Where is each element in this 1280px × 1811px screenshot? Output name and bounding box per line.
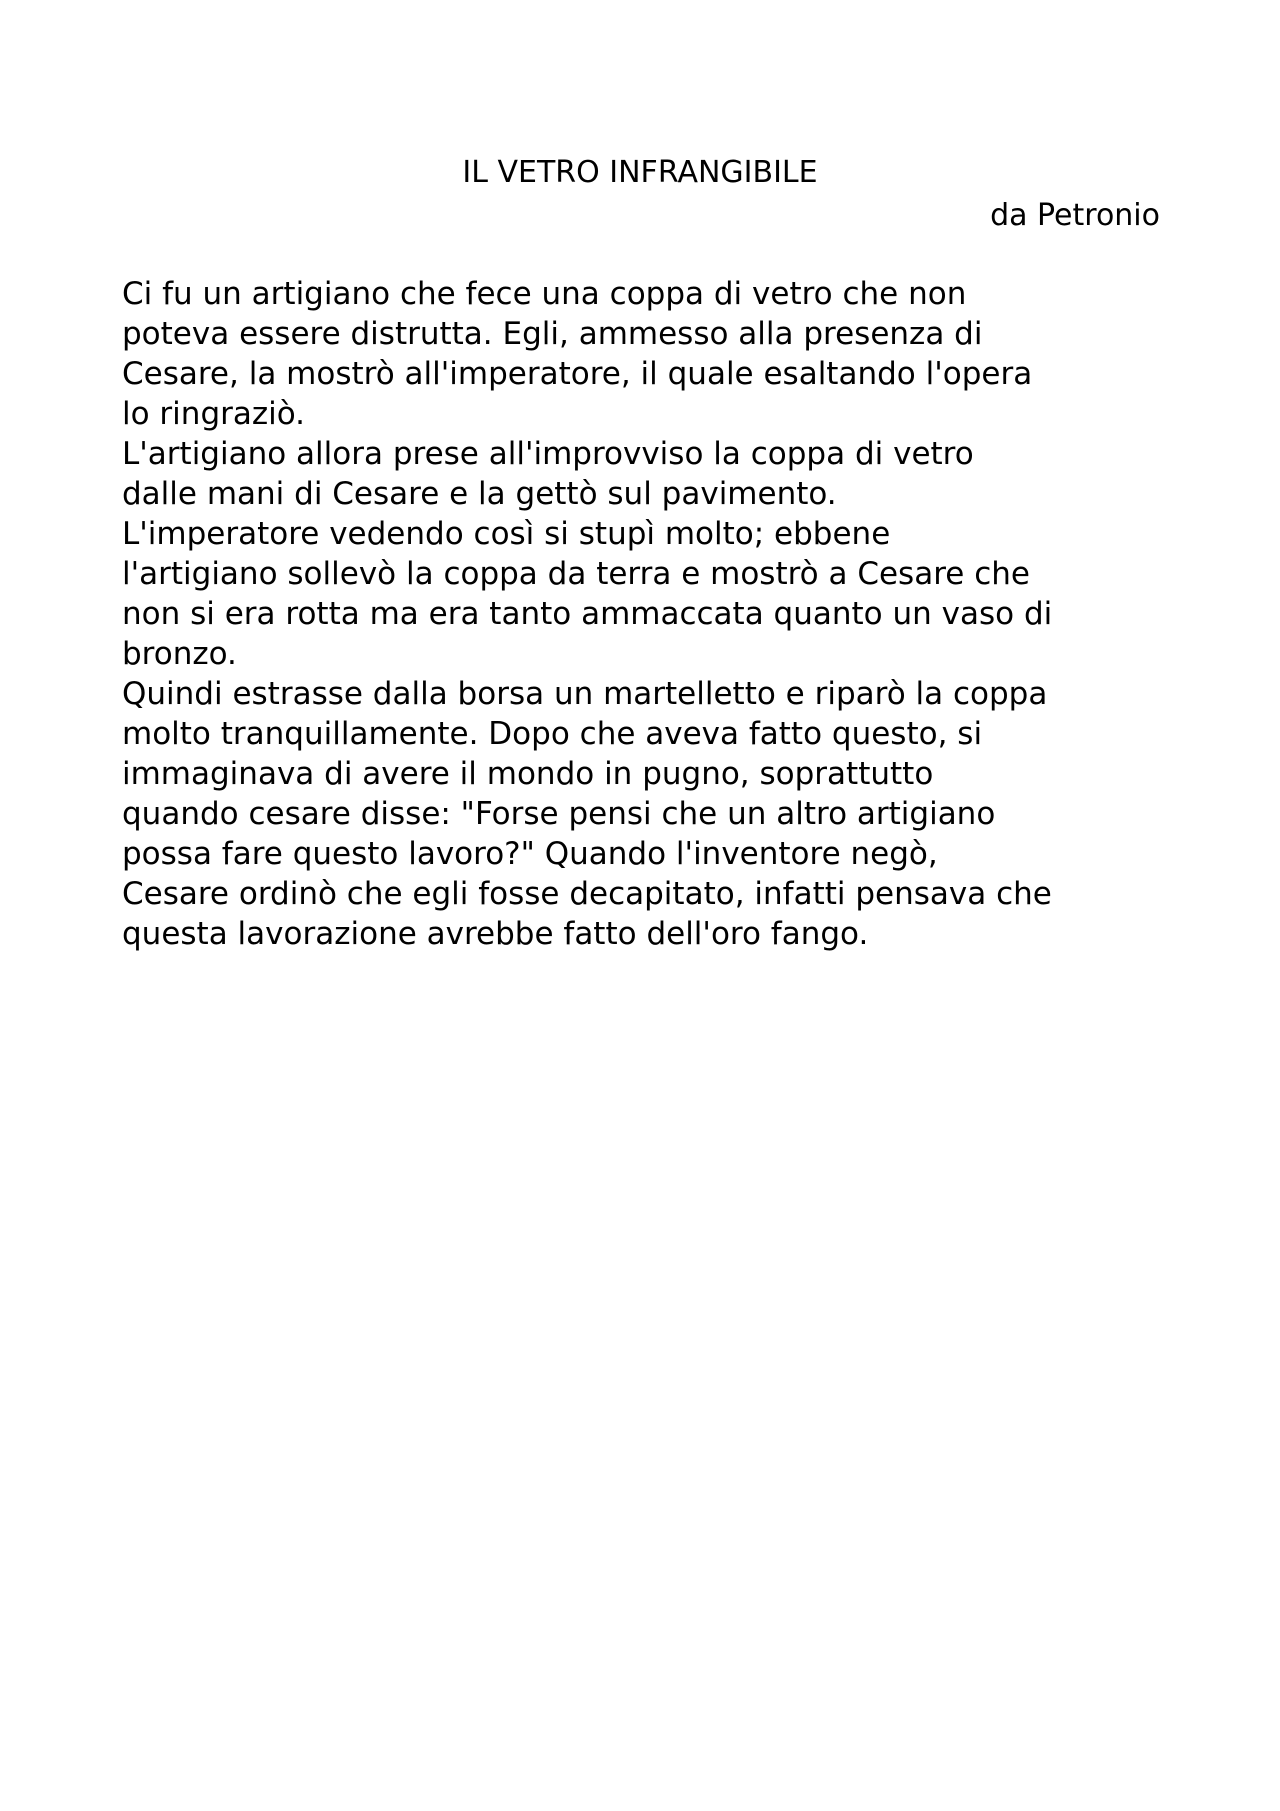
body-line: Quindi estrasse dalla borsa un martelletto e riparò la coppa: [122, 676, 1048, 712]
body-line: bronzo.: [122, 636, 237, 672]
document-author: da Petronio: [990, 198, 1160, 233]
body-line: Cesare ordinò che egli fosse decapitato, infatti pensava che: [122, 876, 1052, 912]
body-line: Ci fu un artigiano che fece una coppa di vetro che non: [122, 276, 967, 312]
body-line: immaginava di avere il mondo in pugno, soprattutto: [122, 756, 934, 792]
body-line: L'artigiano allora prese all'improvviso la coppa di vetro: [122, 436, 974, 472]
body-line: l'artigiano sollevò la coppa da terra e mostrò a Cesare che: [122, 556, 1030, 592]
document-title: IL VETRO INFRANGIBILE: [462, 155, 818, 190]
body-line: non si era rotta ma era tanto ammaccata quanto un vaso di: [122, 596, 1053, 632]
body-line: poteva essere distrutta. Egli, ammesso alla presenza di: [122, 316, 983, 352]
body-line: molto tranquillamente. Dopo che aveva fatto questo, si: [122, 716, 983, 752]
body-line: quando cesare disse: "Forse pensi che un altro artigiano: [122, 796, 996, 832]
body-line: L'imperatore vedendo così si stupì molto; ebbene: [122, 516, 891, 552]
document-body: [122, 274, 1182, 954]
body-line: lo ringraziò.: [122, 396, 306, 432]
body-line: questa lavorazione avrebbe fatto dell'oro fango.: [122, 916, 869, 952]
body-line: dalle mani di Cesare e la gettò sul pavimento.: [122, 476, 837, 512]
body-line: Cesare, la mostrò all'imperatore, il quale esaltando l'opera: [122, 356, 1033, 392]
body-line: possa fare questo lavoro?" Quando l'inventore negò,: [122, 836, 938, 872]
